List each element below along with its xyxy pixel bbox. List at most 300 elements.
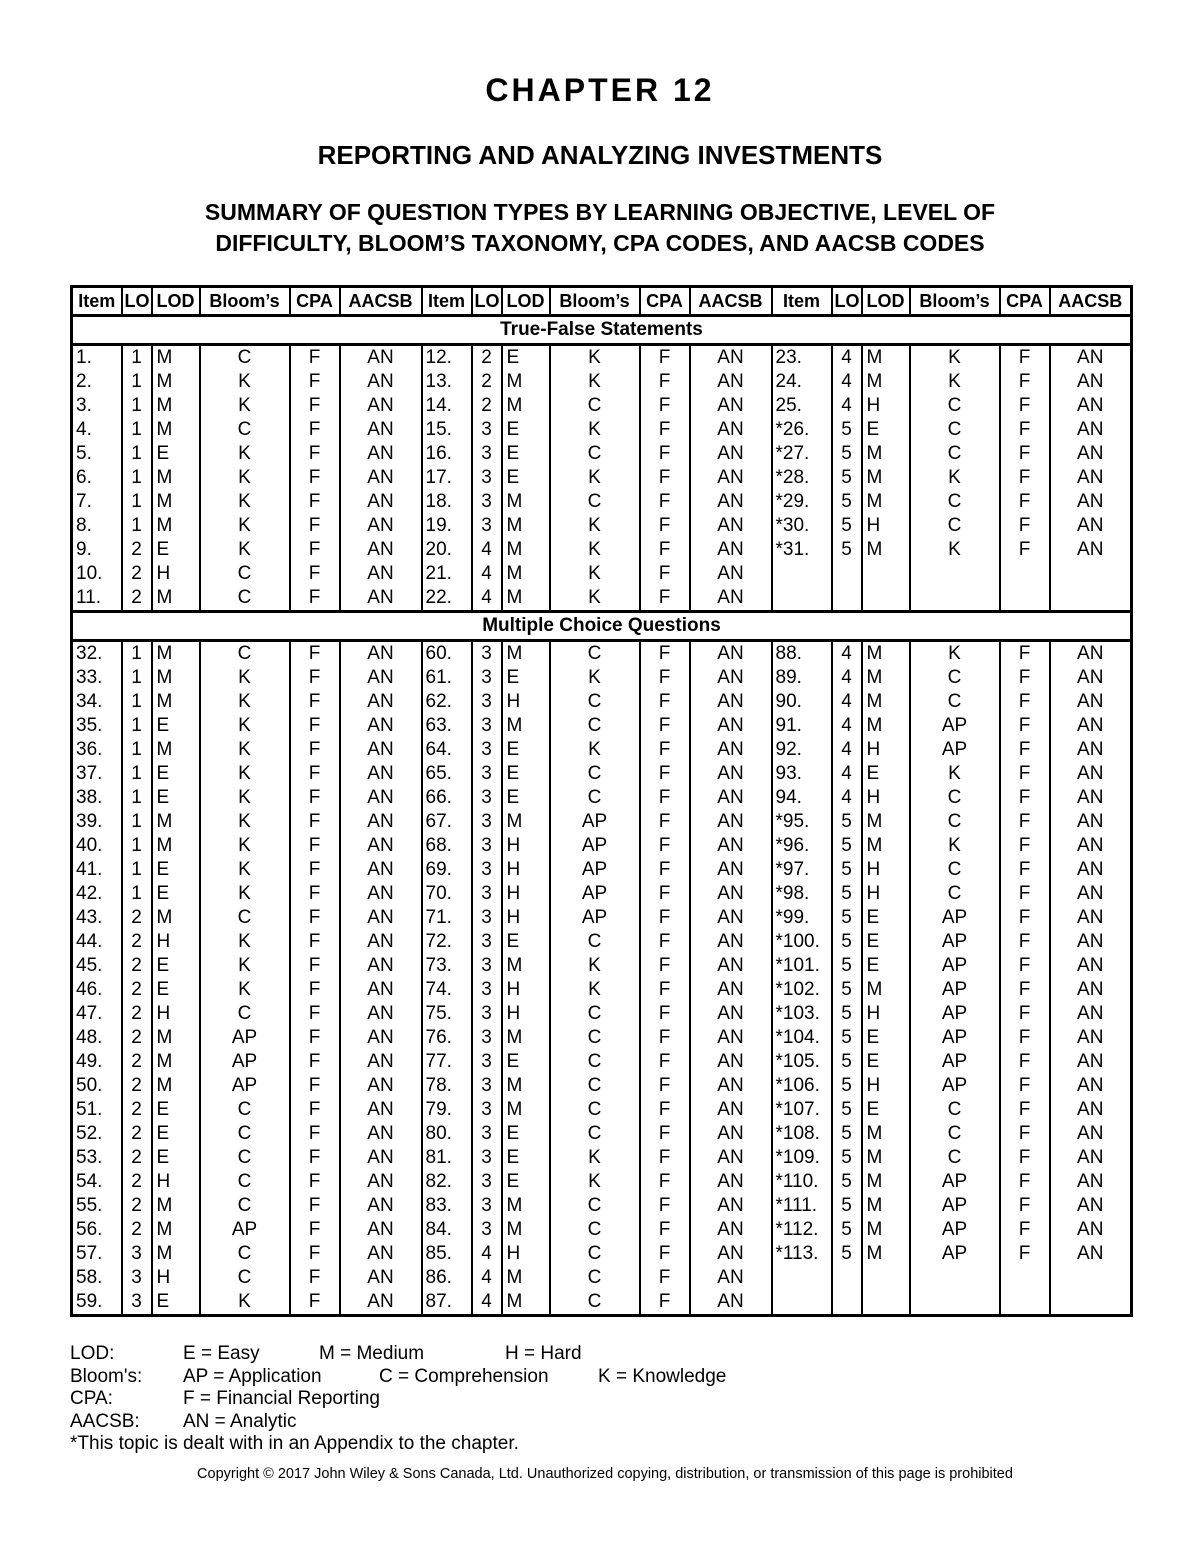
- table-cell: F: [640, 466, 690, 490]
- table-cell: AN: [340, 538, 422, 562]
- table-cell: K: [200, 394, 290, 418]
- table-cell: 36.: [72, 738, 122, 762]
- table-cell: H: [502, 1242, 550, 1266]
- table-row: [72, 1098, 1132, 1122]
- table-cell: K: [200, 738, 290, 762]
- table-cell: K: [910, 762, 1000, 786]
- table-cell: *108.: [772, 1122, 832, 1146]
- table-cell: AN: [690, 1050, 772, 1074]
- table-cell: *27.: [772, 442, 832, 466]
- table-cell: 55.: [72, 1194, 122, 1218]
- table-cell: *112.: [772, 1218, 832, 1242]
- table-row: [72, 490, 1132, 514]
- table-cell: AN: [1050, 538, 1132, 562]
- table-cell: AN: [690, 370, 772, 394]
- table-cell: M: [502, 714, 550, 738]
- table-cell: F: [290, 1146, 340, 1170]
- table-cell: K: [550, 345, 640, 371]
- table-cell: 1: [122, 490, 152, 514]
- table-cell: M: [152, 690, 200, 714]
- table-cell: 3: [472, 930, 502, 954]
- table-cell: F: [1000, 1170, 1050, 1194]
- table-cell: AN: [340, 1002, 422, 1026]
- table-cell: M: [152, 394, 200, 418]
- table-cell: 16.: [422, 442, 472, 466]
- table-cell: K: [910, 345, 1000, 371]
- table-row: [72, 394, 1132, 418]
- table-cell: AN: [1050, 762, 1132, 786]
- table-cell: C: [550, 930, 640, 954]
- table-cell: 40.: [72, 834, 122, 858]
- table-cell: 91.: [772, 714, 832, 738]
- table-cell: M: [862, 442, 910, 466]
- table-cell: E: [502, 442, 550, 466]
- table-cell: K: [200, 690, 290, 714]
- table-cell: C: [550, 1098, 640, 1122]
- table-cell: 13.: [422, 370, 472, 394]
- table-cell: 4: [832, 394, 862, 418]
- table-cell: AP: [910, 714, 1000, 738]
- table-cell: F: [290, 370, 340, 394]
- table-cell: AN: [1050, 930, 1132, 954]
- table-cell: K: [550, 514, 640, 538]
- table-cell: F: [640, 1218, 690, 1242]
- table-cell: AN: [1050, 834, 1132, 858]
- table-cell: M: [152, 810, 200, 834]
- table-cell: [772, 586, 832, 612]
- table-cell: 23.: [772, 345, 832, 371]
- table-cell: AN: [340, 786, 422, 810]
- table-cell: AN: [340, 1074, 422, 1098]
- table-cell: M: [862, 978, 910, 1002]
- column-header: CPA: [290, 287, 340, 316]
- table-cell: AN: [1050, 1050, 1132, 1074]
- table-cell: 2: [122, 1074, 152, 1098]
- table-cell: 3: [472, 714, 502, 738]
- table-cell: 3: [472, 641, 502, 667]
- table-cell: 43.: [72, 906, 122, 930]
- table-cell: K: [550, 370, 640, 394]
- table-cell: E: [152, 1122, 200, 1146]
- table-cell: F: [1000, 810, 1050, 834]
- table-cell: E: [502, 466, 550, 490]
- table-cell: 2: [472, 394, 502, 418]
- table-cell: 22.: [422, 586, 472, 612]
- legend-value: M = Medium: [319, 1343, 425, 1364]
- table-cell: [862, 562, 910, 586]
- table-cell: F: [640, 714, 690, 738]
- table-cell: AN: [340, 394, 422, 418]
- table-cell: 5: [832, 978, 862, 1002]
- table-row: [72, 1290, 1132, 1316]
- table-cell: AN: [690, 690, 772, 714]
- table-cell: M: [862, 714, 910, 738]
- table-cell: 6.: [72, 466, 122, 490]
- table-row: [72, 442, 1132, 466]
- table-cell: M: [862, 1122, 910, 1146]
- legend-value: F = Financial Reporting: [183, 1388, 380, 1409]
- summary-heading-line1: SUMMARY OF QUESTION TYPES BY LEARNING OBJECTIVE, LEVEL OF: [204, 199, 996, 225]
- table-row: [72, 714, 1132, 738]
- table-cell: AN: [1050, 810, 1132, 834]
- table-cell: F: [640, 490, 690, 514]
- table-cell: E: [502, 930, 550, 954]
- table-row: [72, 345, 1132, 371]
- table-cell: 32.: [72, 641, 122, 667]
- table-cell: C: [910, 1098, 1000, 1122]
- legend-key: AACSB:: [70, 1410, 140, 1432]
- table-cell: 18.: [422, 490, 472, 514]
- table-cell: 4: [832, 690, 862, 714]
- table-cell: C: [910, 1122, 1000, 1146]
- table-cell: 3: [472, 418, 502, 442]
- table-cell: C: [910, 514, 1000, 538]
- table-cell: H: [502, 906, 550, 930]
- table-cell: C: [200, 586, 290, 612]
- table-cell: AN: [1050, 442, 1132, 466]
- table-cell: [832, 1290, 862, 1316]
- table-cell: AN: [690, 930, 772, 954]
- table-row: [72, 738, 1132, 762]
- table-row: [72, 586, 1132, 612]
- table-cell: M: [502, 1290, 550, 1316]
- table-cell: F: [290, 1194, 340, 1218]
- legend-value: E = Easy: [183, 1343, 260, 1364]
- table-cell: H: [862, 514, 910, 538]
- table-cell: 4: [832, 370, 862, 394]
- table-cell: 60.: [422, 641, 472, 667]
- table-cell: 75.: [422, 1002, 472, 1026]
- table-cell: C: [550, 1002, 640, 1026]
- table-cell: AP: [910, 906, 1000, 930]
- table-cell: *31.: [772, 538, 832, 562]
- table-cell: C: [550, 394, 640, 418]
- table-cell: E: [152, 858, 200, 882]
- table-cell: M: [502, 514, 550, 538]
- table-cell: 5: [832, 834, 862, 858]
- table-cell: F: [1000, 466, 1050, 490]
- table-row: [72, 954, 1132, 978]
- table-cell: 47.: [72, 1002, 122, 1026]
- table-cell: AN: [690, 1218, 772, 1242]
- table-cell: F: [290, 978, 340, 1002]
- table-cell: 1: [122, 762, 152, 786]
- table-cell: C: [200, 1002, 290, 1026]
- table-cell: AN: [690, 978, 772, 1002]
- table-cell: 21.: [422, 562, 472, 586]
- table-cell: 3: [472, 954, 502, 978]
- table-cell: M: [152, 1242, 200, 1266]
- table-cell: 1: [122, 394, 152, 418]
- table-cell: [910, 586, 1000, 612]
- table-cell: C: [550, 1266, 640, 1290]
- table-cell: C: [200, 1098, 290, 1122]
- table-cell: F: [640, 641, 690, 667]
- table-cell: F: [1000, 1026, 1050, 1050]
- table-cell: C: [550, 690, 640, 714]
- table-cell: 3: [472, 690, 502, 714]
- table-cell: M: [502, 1074, 550, 1098]
- table-cell: K: [550, 538, 640, 562]
- table-cell: [910, 1266, 1000, 1290]
- table-cell: AN: [690, 345, 772, 371]
- table-cell: AP: [910, 1194, 1000, 1218]
- table-cell: 3: [472, 666, 502, 690]
- table-cell: 4: [472, 1242, 502, 1266]
- table-cell: 1: [122, 810, 152, 834]
- table-cell: M: [152, 370, 200, 394]
- table-cell: F: [1000, 370, 1050, 394]
- table-cell: F: [290, 1098, 340, 1122]
- table-cell: F: [290, 442, 340, 466]
- table-cell: M: [152, 1194, 200, 1218]
- table-cell: F: [290, 882, 340, 906]
- table-cell: K: [550, 954, 640, 978]
- table-cell: AP: [910, 978, 1000, 1002]
- table-cell: AN: [690, 1194, 772, 1218]
- table-cell: 1: [122, 738, 152, 762]
- table-cell: F: [290, 1026, 340, 1050]
- table-cell: C: [200, 562, 290, 586]
- table-cell: AN: [340, 1290, 422, 1316]
- table-cell: 5: [832, 1074, 862, 1098]
- table-cell: 72.: [422, 930, 472, 954]
- table-cell: K: [200, 858, 290, 882]
- table-cell: AN: [690, 394, 772, 418]
- column-header: Item: [72, 287, 122, 316]
- table-cell: AN: [340, 1218, 422, 1242]
- table-cell: 35.: [72, 714, 122, 738]
- table-cell: AP: [910, 1170, 1000, 1194]
- table-cell: F: [290, 641, 340, 667]
- legend-value: H = Hard: [505, 1343, 582, 1364]
- table-cell: F: [640, 345, 690, 371]
- table-cell: 3: [472, 738, 502, 762]
- table-cell: K: [910, 370, 1000, 394]
- table-cell: AP: [910, 1242, 1000, 1266]
- table-cell: [862, 1266, 910, 1290]
- table-cell: F: [640, 1074, 690, 1098]
- table-cell: M: [862, 834, 910, 858]
- table-cell: [772, 1266, 832, 1290]
- table-cell: 5: [832, 1146, 862, 1170]
- table-cell: 5: [832, 810, 862, 834]
- table-cell: *107.: [772, 1098, 832, 1122]
- table-cell: 3: [472, 1002, 502, 1026]
- table-cell: F: [640, 1002, 690, 1026]
- column-header: LOD: [502, 287, 550, 316]
- table-cell: AP: [550, 906, 640, 930]
- table-cell: C: [550, 1026, 640, 1050]
- table-cell: AN: [340, 978, 422, 1002]
- table-cell: 3: [472, 906, 502, 930]
- table-cell: 71.: [422, 906, 472, 930]
- table-cell: 5: [832, 490, 862, 514]
- table-cell: 45.: [72, 954, 122, 978]
- table-cell: M: [502, 1194, 550, 1218]
- table-cell: 3: [122, 1242, 152, 1266]
- table-cell: AN: [690, 490, 772, 514]
- table-cell: 4: [832, 714, 862, 738]
- table-cell: 2: [122, 1194, 152, 1218]
- table-cell: K: [200, 666, 290, 690]
- table-cell: 3: [472, 810, 502, 834]
- table-cell: 5: [832, 1218, 862, 1242]
- table-cell: 3: [472, 834, 502, 858]
- table-cell: F: [290, 1266, 340, 1290]
- table-cell: 1: [122, 466, 152, 490]
- table-cell: AN: [340, 882, 422, 906]
- table-cell: *95.: [772, 810, 832, 834]
- table-cell: E: [152, 1290, 200, 1316]
- table-cell: 76.: [422, 1026, 472, 1050]
- table-cell: H: [152, 1170, 200, 1194]
- table-cell: 63.: [422, 714, 472, 738]
- table-cell: M: [152, 666, 200, 690]
- table-cell: [772, 562, 832, 586]
- table-cell: 50.: [72, 1074, 122, 1098]
- table-cell: M: [152, 738, 200, 762]
- table-cell: 2: [472, 345, 502, 371]
- table-cell: AN: [690, 1002, 772, 1026]
- table-cell: C: [910, 810, 1000, 834]
- table-cell: 5: [832, 906, 862, 930]
- table-cell: 11.: [72, 586, 122, 612]
- table-cell: K: [200, 978, 290, 1002]
- table-cell: AN: [690, 1026, 772, 1050]
- column-header: LOD: [152, 287, 200, 316]
- table-cell: F: [640, 954, 690, 978]
- table-cell: AP: [200, 1074, 290, 1098]
- table-cell: H: [862, 738, 910, 762]
- table-cell: 41.: [72, 858, 122, 882]
- table-cell: F: [290, 1122, 340, 1146]
- table-cell: C: [200, 1146, 290, 1170]
- table-cell: 3: [122, 1290, 152, 1316]
- table-cell: C: [550, 641, 640, 667]
- table-cell: *101.: [772, 954, 832, 978]
- table-cell: AN: [340, 1098, 422, 1122]
- table-cell: K: [200, 882, 290, 906]
- table-cell: F: [290, 1290, 340, 1316]
- table-cell: H: [502, 1002, 550, 1026]
- table-cell: *26.: [772, 418, 832, 442]
- table-cell: 93.: [772, 762, 832, 786]
- table-cell: H: [502, 882, 550, 906]
- table-cell: F: [640, 690, 690, 714]
- table-cell: F: [290, 666, 340, 690]
- column-header: AACSB: [340, 287, 422, 316]
- table-cell: AN: [1050, 370, 1132, 394]
- table-cell: C: [550, 762, 640, 786]
- table-cell: 7.: [72, 490, 122, 514]
- table-cell: 3: [472, 786, 502, 810]
- table-cell: AN: [340, 1242, 422, 1266]
- table-cell: K: [550, 586, 640, 612]
- table-cell: 2: [122, 538, 152, 562]
- table-cell: AN: [340, 738, 422, 762]
- table-cell: F: [290, 514, 340, 538]
- table-cell: *105.: [772, 1050, 832, 1074]
- table-cell: 3: [472, 1170, 502, 1194]
- table-cell: AN: [340, 562, 422, 586]
- table-cell: AP: [200, 1218, 290, 1242]
- table-cell: 61.: [422, 666, 472, 690]
- table-cell: 79.: [422, 1098, 472, 1122]
- table-cell: F: [640, 514, 690, 538]
- table-cell: AN: [690, 882, 772, 906]
- table-cell: 1: [122, 714, 152, 738]
- table-cell: F: [290, 954, 340, 978]
- table-cell: F: [1000, 882, 1050, 906]
- table-cell: F: [640, 562, 690, 586]
- table-cell: AN: [340, 834, 422, 858]
- table-cell: AN: [690, 641, 772, 667]
- table-cell: F: [640, 1170, 690, 1194]
- table-cell: AN: [690, 1290, 772, 1316]
- table-cell: AN: [1050, 666, 1132, 690]
- table-cell: 1: [122, 786, 152, 810]
- table-cell: *96.: [772, 834, 832, 858]
- table-cell: 5: [832, 1050, 862, 1074]
- table-cell: F: [290, 1074, 340, 1098]
- table-cell: 3: [122, 1266, 152, 1290]
- table-cell: F: [640, 538, 690, 562]
- table-cell: AN: [1050, 690, 1132, 714]
- table-cell: F: [640, 442, 690, 466]
- table-cell: M: [862, 666, 910, 690]
- table-cell: E: [152, 1098, 200, 1122]
- table-cell: K: [550, 562, 640, 586]
- table-cell: H: [862, 882, 910, 906]
- table-cell: AN: [690, 810, 772, 834]
- table-row: [72, 930, 1132, 954]
- table-cell: 48.: [72, 1026, 122, 1050]
- table-cell: F: [290, 586, 340, 612]
- table-cell: K: [550, 1170, 640, 1194]
- table-cell: K: [200, 810, 290, 834]
- table-cell: K: [200, 834, 290, 858]
- table-cell: F: [290, 345, 340, 371]
- appendix-note: *This topic is dealt with in an Appendix to the chapter.: [70, 1433, 519, 1454]
- table-cell: M: [862, 641, 910, 667]
- table-cell: 39.: [72, 810, 122, 834]
- table-cell: 66.: [422, 786, 472, 810]
- table-cell: M: [152, 834, 200, 858]
- table-cell: H: [862, 1002, 910, 1026]
- table-cell: AP: [550, 882, 640, 906]
- table-cell: C: [200, 1122, 290, 1146]
- table-cell: F: [640, 1026, 690, 1050]
- table-cell: 52.: [72, 1122, 122, 1146]
- table-cell: 2: [122, 586, 152, 612]
- table-cell: 1: [122, 858, 152, 882]
- table-cell: 5: [832, 538, 862, 562]
- table-cell: F: [640, 1194, 690, 1218]
- table-cell: AN: [690, 1074, 772, 1098]
- table-cell: F: [1000, 641, 1050, 667]
- table-cell: 81.: [422, 1146, 472, 1170]
- table-cell: F: [290, 714, 340, 738]
- table-cell: AN: [340, 810, 422, 834]
- table-cell: 57.: [72, 1242, 122, 1266]
- table-cell: C: [200, 1194, 290, 1218]
- table-cell: C: [200, 1242, 290, 1266]
- table-cell: AN: [690, 466, 772, 490]
- table-cell: AN: [690, 954, 772, 978]
- table-cell: 1: [122, 641, 152, 667]
- table-cell: *28.: [772, 466, 832, 490]
